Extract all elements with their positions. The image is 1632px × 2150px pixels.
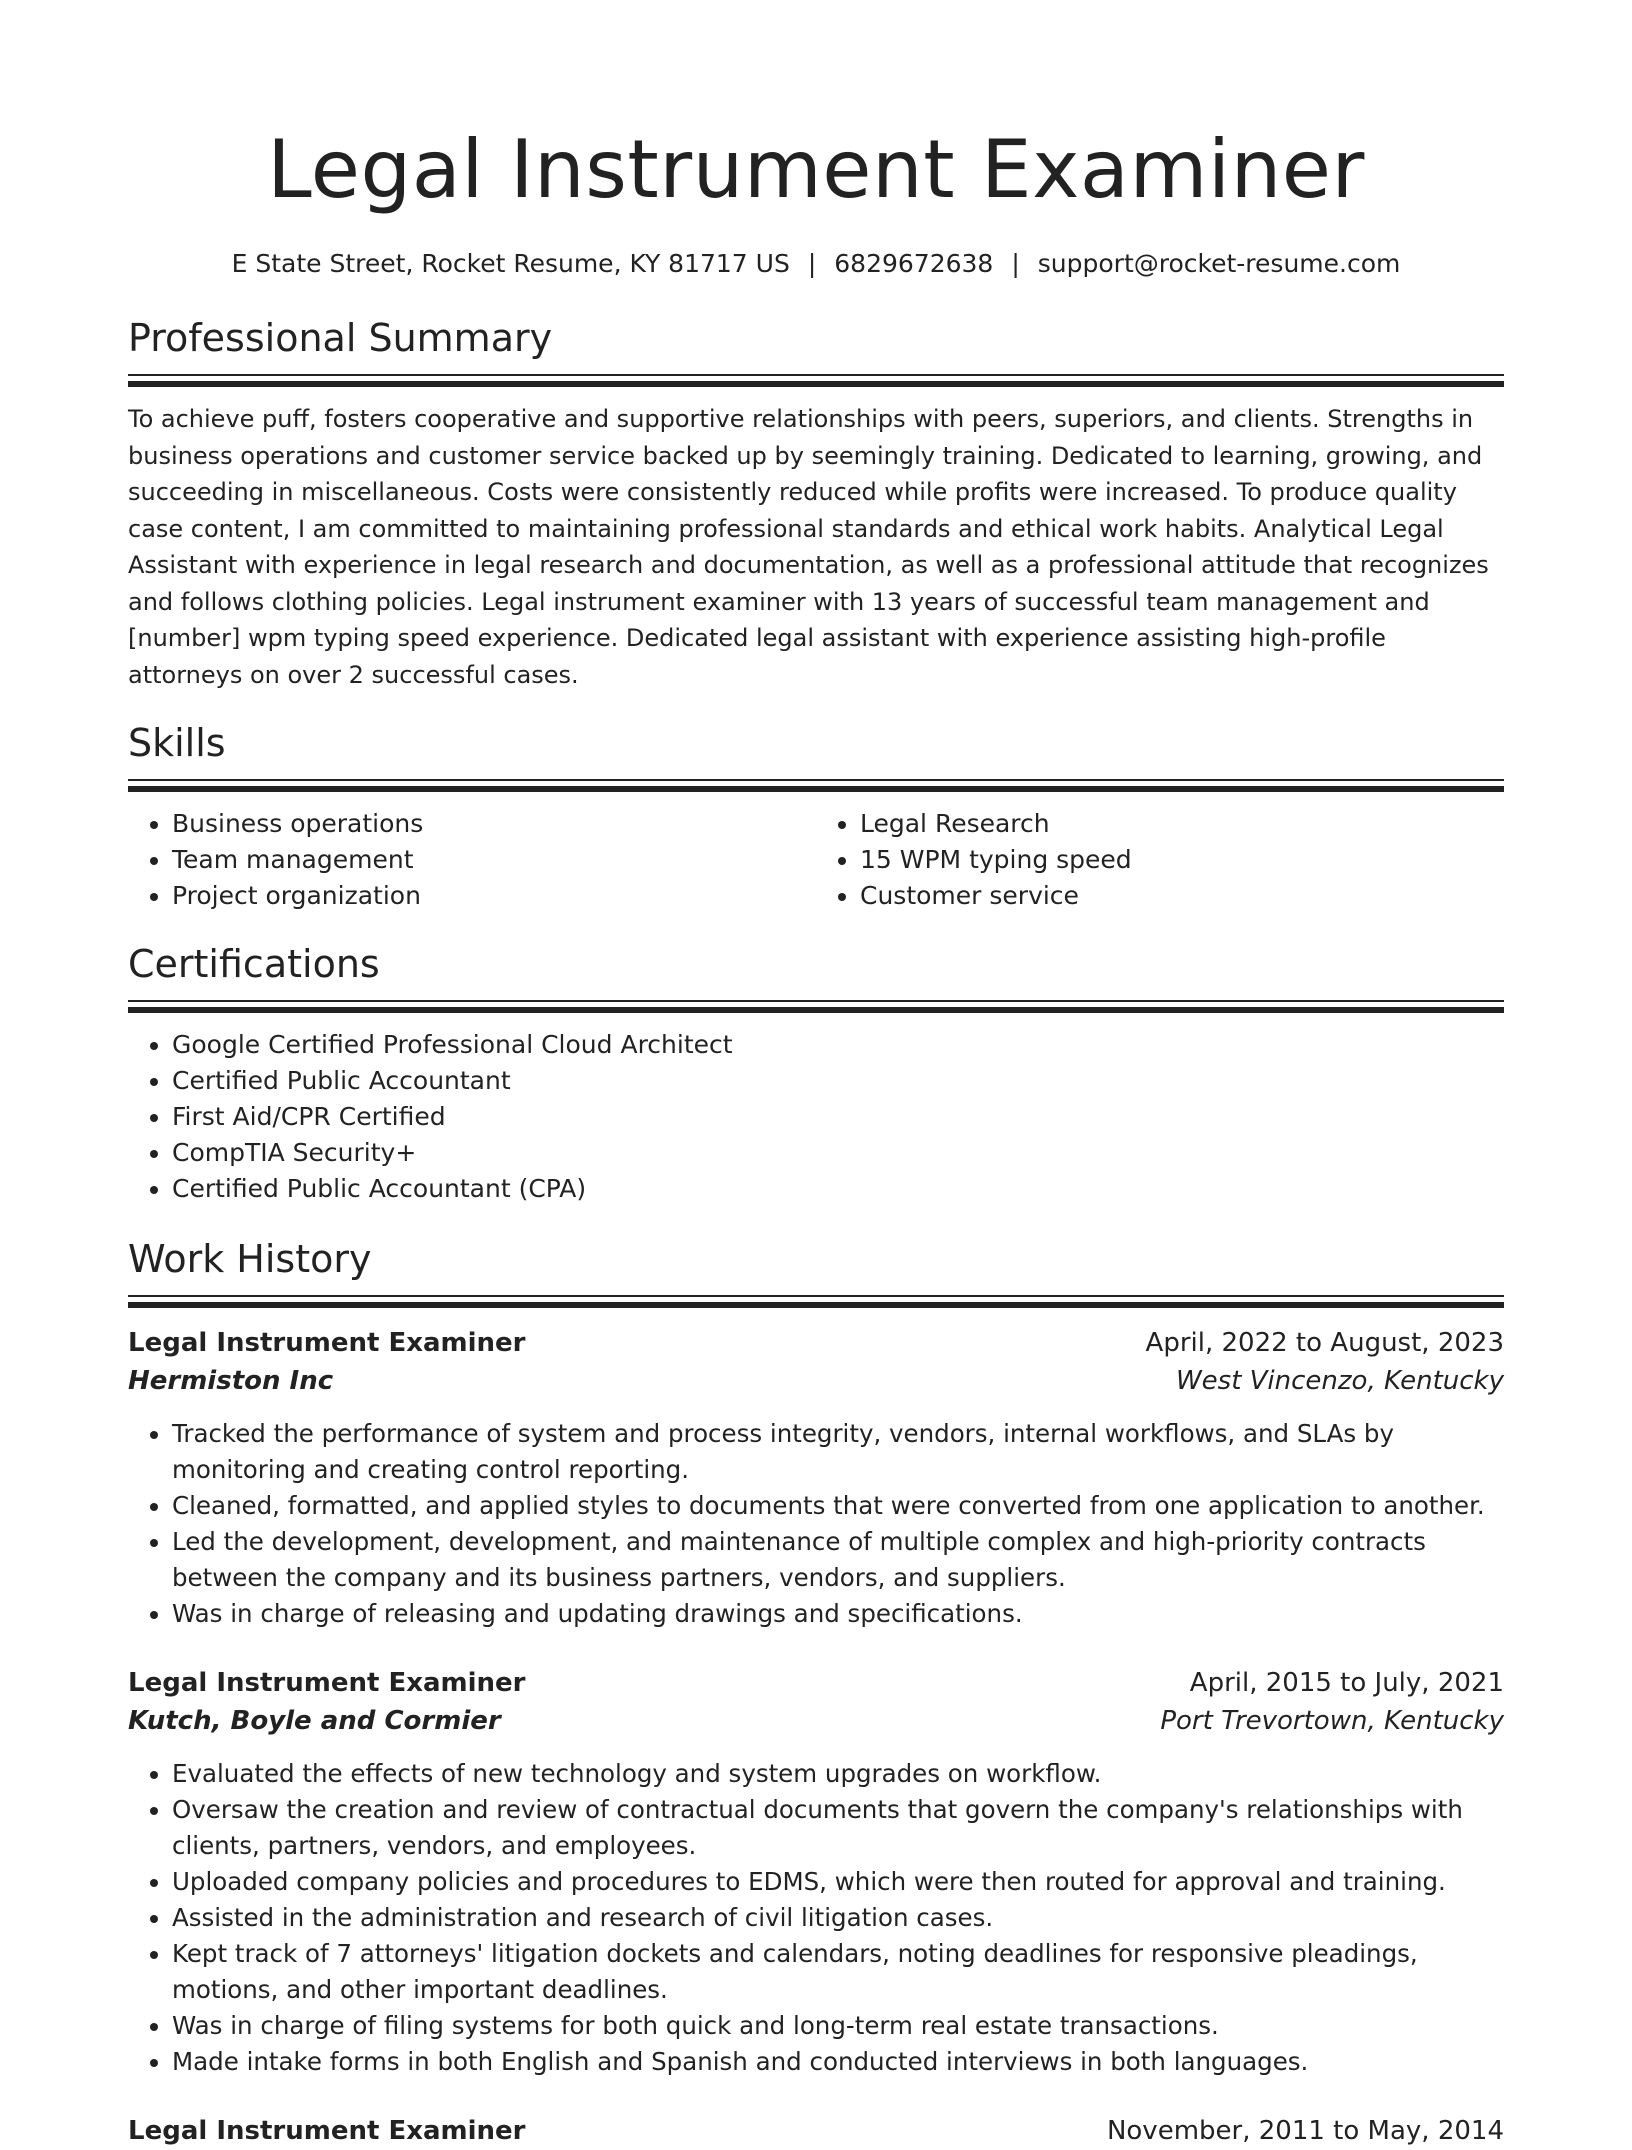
job-subheader — [128, 1362, 1504, 1400]
section-heading-summary: Professional Summary — [128, 316, 553, 360]
job-subheader — [128, 1702, 1504, 1740]
skill-item: • Customer service — [860, 878, 1504, 914]
skill-item: • Business operations — [172, 806, 816, 842]
job-bullet: • Evaluated the effects of new technology and system upgrades on workflow. — [172, 1756, 1504, 1792]
certifications-list — [128, 1027, 1504, 1207]
job-bullet: • Kept track of 7 attorneys' litigation dockets and calendars, noting deadlines for responsive pleadings, motions, and other important deadlines. — [172, 1936, 1504, 2008]
job-bullet: • Oversaw the creation and review of contractual documents that govern the company's relationships with clients, partners, vendors, and employees. — [172, 1792, 1504, 1864]
job-header — [128, 2112, 1504, 2150]
certification-item: • CompTIA Security+ — [172, 1135, 1504, 1171]
certifications-section — [128, 940, 1504, 1207]
job-title: Legal Instrument Examiner — [128, 1328, 526, 1358]
section-divider — [128, 374, 1504, 387]
contact-separator: | — [807, 249, 817, 278]
resume-name: Legal Instrument Examiner — [267, 123, 1365, 216]
job-bullets — [128, 1416, 1504, 1632]
summary-text: To achieve puff, fosters cooperative and supportive relationships with peers, superiors, and clients. Strengths in business operations and customer service backed up by seemingly training. Dedicated to learning, growing, and succeeding in miscellaneous. Costs were consistently reduced while profits were increased. To produce quality case content, I am committed to maintaining professional standards and ethical work habits. Analytical Legal Assistant with experience in legal research and documentation, as well as a professional attitude that recognizes and follows clothing policies. Legal instrument examiner with 13 years of successful team management and [number] wpm typing speed experience. Dedicated legal assistant with experience assisting high-profile attorneys on over 2 successful cases. — [128, 405, 1489, 689]
work-history-section — [128, 1235, 1504, 2150]
skill-item: • 15 WPM typing speed — [860, 842, 1504, 878]
job-entry — [128, 2112, 1504, 2150]
job-bullet: • Assisted in the administration and research of civil litigation cases. — [172, 1900, 1504, 1936]
skill-item: • Project organization — [172, 878, 816, 914]
job-entry — [128, 1324, 1504, 1632]
contact-separator: | — [1011, 249, 1020, 278]
contact-phone: 6829672638 — [834, 249, 994, 278]
job-title: Legal Instrument Examiner — [128, 2116, 526, 2146]
skills-column-right — [816, 806, 1504, 914]
skills-section — [128, 719, 1504, 914]
section-divider — [128, 779, 1504, 792]
section-divider — [128, 1295, 1504, 1308]
section-heading-work-history: Work History — [128, 1237, 372, 1281]
section-heading-skills: Skills — [128, 721, 226, 765]
job-bullet: • Was in charge of releasing and updating drawings and specifications. — [172, 1596, 1504, 1632]
job-company: Kutch, Boyle and Cormier — [128, 1706, 501, 1736]
certification-item: • Certified Public Accountant (CPA) — [172, 1171, 1504, 1207]
job-bullet: • Made intake forms in both English and Spanish and conducted interviews in both languages. — [172, 2044, 1504, 2080]
section-divider — [128, 1000, 1504, 1013]
certification-item: • Google Certified Professional Cloud Architect — [172, 1027, 1504, 1063]
job-bullet: • Was in charge of filing systems for both quick and long-term real estate transactions. — [172, 2008, 1504, 2044]
contact-line — [128, 248, 1504, 280]
job-bullet: • Led the development, development, and maintenance of multiple complex and high-priority contracts between the company and its business partners, vendors, and suppliers. — [172, 1524, 1504, 1596]
job-bullet: • Cleaned, formatted, and applied styles to documents that were converted from one application to another. — [172, 1488, 1504, 1524]
job-bullets — [128, 1756, 1504, 2080]
skills-column-left — [128, 806, 816, 914]
job-title: Legal Instrument Examiner — [128, 1668, 526, 1698]
job-header — [128, 1664, 1504, 1702]
job-location: West Vincenzo, Kentucky — [1175, 1366, 1504, 1396]
job-company: Hermiston Inc — [128, 1366, 334, 1396]
certification-item: • First Aid/CPR Certified — [172, 1099, 1504, 1135]
contact-address: E State Street, Rocket Resume, KY 81717 US — [231, 249, 790, 278]
skill-item: • Team management — [172, 842, 816, 878]
summary-section — [128, 314, 1504, 693]
section-heading-certifications: Certifications — [128, 942, 380, 986]
job-dates: April, 2015 to July, 2021 — [1189, 1668, 1504, 1698]
job-bullet: • Tracked the performance of system and process integrity, vendors, internal workflows, and SLAs by monitoring and creating control reporting. — [172, 1416, 1504, 1488]
job-dates: November, 2011 to May, 2014 — [1106, 2116, 1504, 2146]
job-header — [128, 1324, 1504, 1362]
skills-grid — [128, 806, 1504, 914]
job-location: Port Trevortown, Kentucky — [1160, 1706, 1504, 1736]
job-dates: April, 2022 to August, 2023 — [1145, 1328, 1504, 1358]
job-entry — [128, 1664, 1504, 2080]
skill-item: • Legal Research — [860, 806, 1504, 842]
job-bullet: • Uploaded company policies and procedures to EDMS, which were then routed for approval and training. — [172, 1864, 1504, 1900]
certification-item: • Certified Public Accountant — [172, 1063, 1504, 1099]
contact-email[interactable]: support@rocket-resume.com — [1037, 249, 1401, 278]
